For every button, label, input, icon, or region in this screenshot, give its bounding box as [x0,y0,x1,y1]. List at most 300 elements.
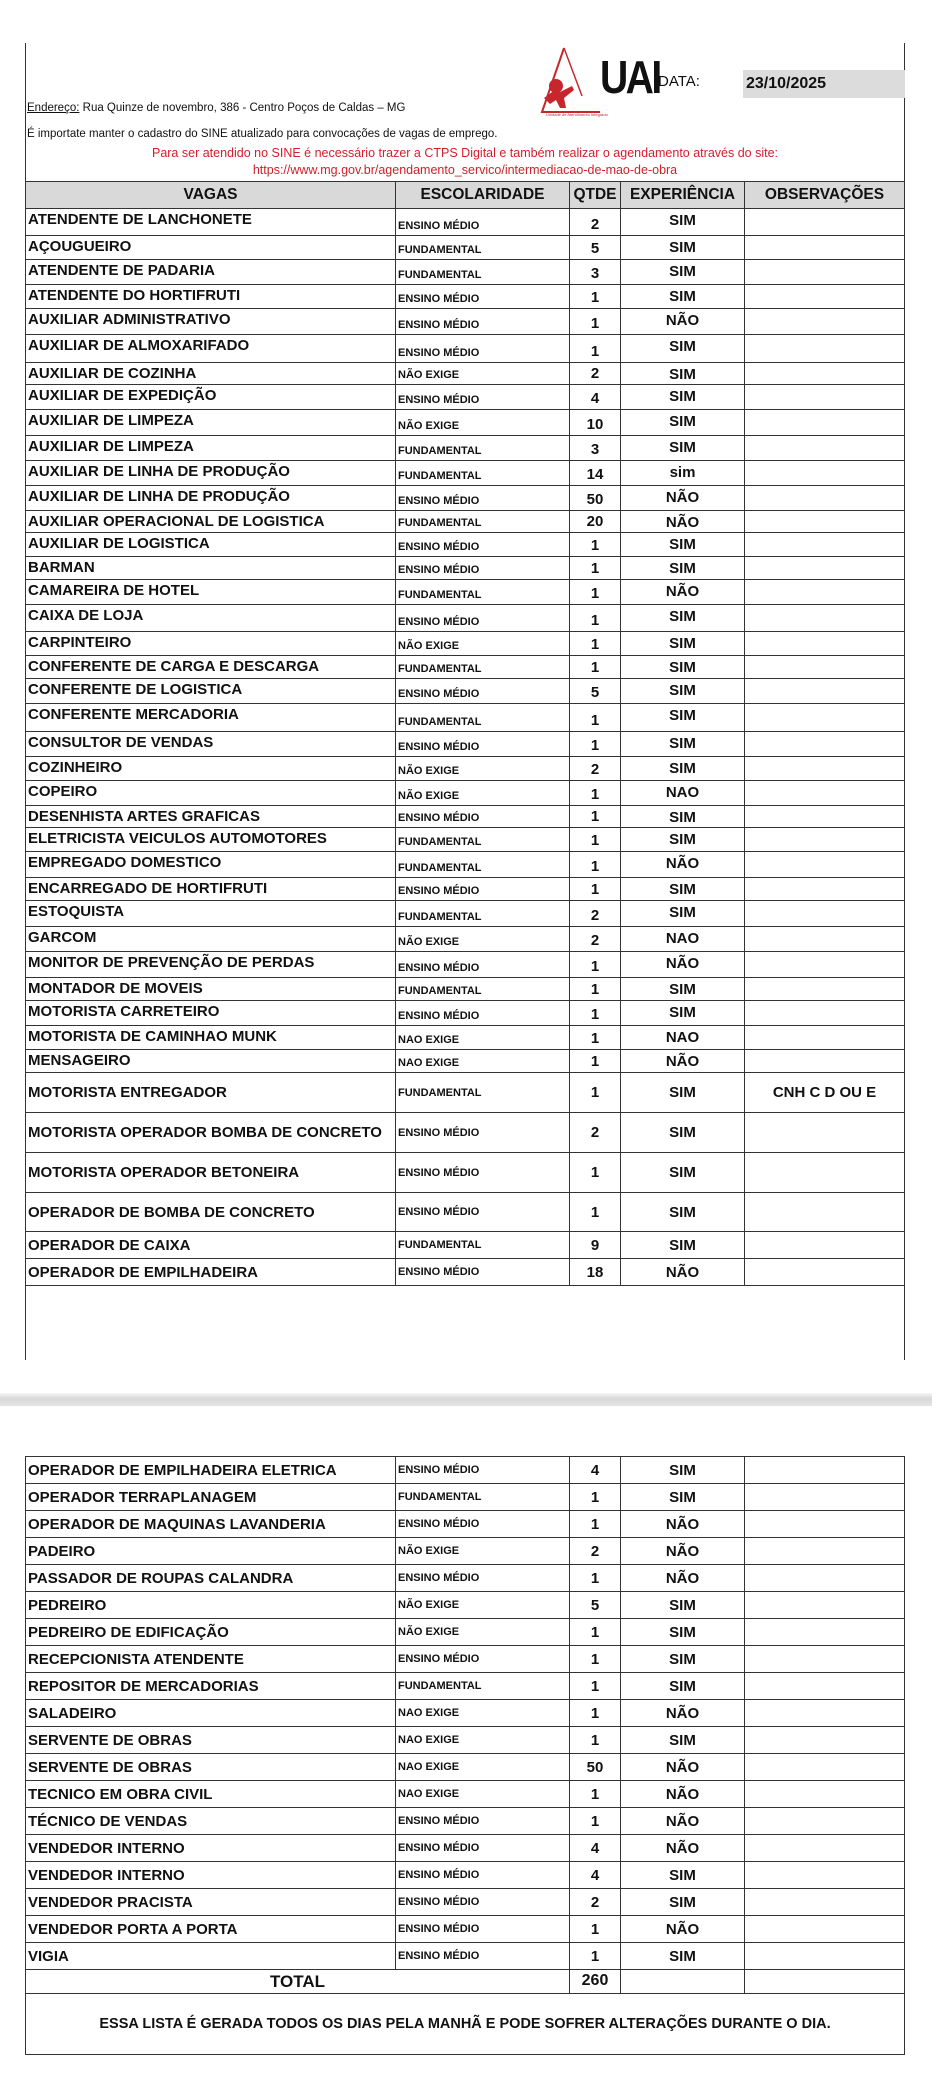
job-title-cell: REPOSITOR DE MERCADORIAS [26,1673,396,1700]
quantity-cell: 1 [570,1565,621,1592]
observations-cell [745,461,905,486]
quantity-cell: 1 [570,1073,621,1113]
education-cell: FUNDAMENTAL [396,511,570,533]
table-row [26,1943,905,1970]
observations-cell [745,486,905,511]
observations-cell [745,878,905,901]
job-title-cell: ATENDENTE DO HORTIFRUTI [26,285,396,309]
experience-cell: NÃO [621,1835,745,1862]
experience-cell: NÃO [621,1050,745,1073]
experience-cell: SIM [621,1457,745,1484]
experience-cell: NÃO [621,952,745,978]
observations-cell [745,285,905,309]
table-row [26,732,905,757]
job-title-cell: GARCOM [26,927,396,952]
quantity-cell: 1 [570,580,621,605]
job-title-cell: ATENDENTE DE PADARIA [26,260,396,285]
education-cell: ENSINO MÉDIO [396,1001,570,1026]
job-title-cell: OPERADOR DE EMPILHADEIRA [26,1259,396,1286]
quantity-cell: 1 [570,1781,621,1808]
education-cell: ENSINO MÉDIO [396,952,570,978]
date-value: 23/10/2025 [743,70,905,98]
date-label: DATA: [658,73,700,90]
quantity-cell: 1 [570,1193,621,1232]
experience-cell: SIM [621,1619,745,1646]
experience-cell: SIM [621,260,745,285]
table-row [26,1862,905,1889]
quantity-cell: 50 [570,1754,621,1781]
job-title-cell: CONFERENTE MERCADORIA [26,704,396,732]
job-title-cell: ATENDENTE DE LANCHONETE [26,209,396,236]
experience-cell: SIM [621,679,745,704]
table-row [26,927,905,952]
education-cell: ENSINO MÉDIO [396,1511,570,1538]
observations-cell [745,1700,905,1727]
quantity-cell: 2 [570,363,621,385]
observations-cell [745,1646,905,1673]
col-header-escolaridade: ESCOLARIDADE [396,182,570,209]
observations-cell [745,1484,905,1511]
education-cell: FUNDAMENTAL [396,436,570,461]
experience-cell: NAO [621,781,745,806]
job-title-cell: AUXILIAR DE LOGISTICA [26,533,396,557]
experience-cell: NÃO [621,486,745,511]
education-cell: NAO EXIGE [396,1781,570,1808]
education-cell: NÃO EXIGE [396,1592,570,1619]
education-cell: ENSINO MÉDIO [396,209,570,236]
agendamento-link[interactable]: https://www.mg.gov.br/agendamento_servico/intermediacao-de-mao-de-obra [252,163,678,177]
table-row [26,632,905,656]
education-cell: ENSINO MÉDIO [396,1808,570,1835]
job-title-cell: CAIXA DE LOJA [26,605,396,632]
quantity-cell: 1 [570,656,621,679]
education-cell: FUNDAMENTAL [396,704,570,732]
experience-cell: SIM [621,335,745,363]
quantity-cell: 1 [570,557,621,580]
observations-cell [745,1727,905,1754]
job-title-cell: AUXILIAR DE COZINHA [26,363,396,385]
table-row [26,1754,905,1781]
quantity-cell: 1 [570,1619,621,1646]
table-row [26,878,905,901]
quantity-cell: 1 [570,1646,621,1673]
observations-cell [745,410,905,436]
education-cell: ENSINO MÉDIO [396,732,570,757]
quantity-cell: 1 [570,781,621,806]
education-cell: ENSINO MÉDIO [396,806,570,828]
table-row [26,363,905,385]
job-title-cell: VIGIA [26,1943,396,1970]
total-row [26,1970,905,1994]
quantity-cell: 1 [570,533,621,557]
education-cell: NÃO EXIGE [396,1619,570,1646]
quantity-cell: 1 [570,704,621,732]
experience-cell: SIM [621,605,745,632]
col-header-vagas: VAGAS [26,182,396,209]
table-row [26,209,905,236]
footer-note: ESSA LISTA É GERADA TODOS OS DIAS PELA MANHÃ E PODE SOFRER ALTERAÇÕES DURANTE O DIA. [26,1994,905,2055]
table-row [26,285,905,309]
education-cell: ENSINO MÉDIO [396,486,570,511]
quantity-cell: 2 [570,757,621,781]
quantity-cell: 1 [570,1001,621,1026]
table-row [26,828,905,852]
quantity-cell: 3 [570,436,621,461]
table-row [26,236,905,260]
observations-cell [745,927,905,952]
observations-cell [745,236,905,260]
observations-cell [745,1754,905,1781]
quantity-cell: 1 [570,1943,621,1970]
job-title-cell: AUXILIAR DE ALMOXARIFADO [26,335,396,363]
experience-cell: SIM [621,1727,745,1754]
education-cell: NÃO EXIGE [396,363,570,385]
experience-cell: SIM [621,878,745,901]
education-cell: FUNDAMENTAL [396,1673,570,1700]
job-title-cell: SALADEIRO [26,1700,396,1727]
observations-cell [745,209,905,236]
education-cell: ENSINO MÉDIO [396,557,570,580]
job-title-cell: PEDREIRO [26,1592,396,1619]
experience-cell: SIM [621,704,745,732]
quantity-cell: 9 [570,1232,621,1259]
observations-cell [745,978,905,1001]
experience-cell: SIM [621,901,745,927]
job-title-cell: EMPREGADO DOMESTICO [26,852,396,878]
job-title-cell: VENDEDOR PRACISTA [26,1889,396,1916]
table-row [26,1835,905,1862]
experience-cell: SIM [621,632,745,656]
observations-cell [745,385,905,410]
job-title-cell: MOTORISTA DE CAMINHAO MUNK [26,1026,396,1050]
experience-cell: SIM [621,1193,745,1232]
experience-cell: SIM [621,557,745,580]
education-cell: ENSINO MÉDIO [396,679,570,704]
quantity-cell: 14 [570,461,621,486]
table-row [26,1565,905,1592]
quantity-cell: 1 [570,1050,621,1073]
experience-cell: SIM [621,209,745,236]
quantity-cell: 1 [570,878,621,901]
experience-cell: SIM [621,1153,745,1193]
education-cell: FUNDAMENTAL [396,852,570,878]
table-row [26,605,905,632]
quantity-cell: 5 [570,1592,621,1619]
table-row [26,436,905,461]
observations-cell [745,511,905,533]
experience-cell: NÃO [621,852,745,878]
observations-cell [745,557,905,580]
job-title-cell: VENDEDOR INTERNO [26,1835,396,1862]
education-cell: FUNDAMENTAL [396,236,570,260]
observations-cell [745,1026,905,1050]
job-title-cell: MONITOR DE PREVENÇÃO DE PERDAS [26,952,396,978]
job-title-cell: VENDEDOR INTERNO [26,1862,396,1889]
experience-cell: SIM [621,436,745,461]
total-value: 260 [570,1970,621,1994]
job-title-cell: OPERADOR TERRAPLANAGEM [26,1484,396,1511]
observations-cell [745,436,905,461]
job-title-cell: ESTOQUISTA [26,901,396,927]
education-cell: FUNDAMENTAL [396,1073,570,1113]
job-title-cell: ELETRICISTA VEICULOS AUTOMOTORES [26,828,396,852]
table-header-row [26,182,905,209]
education-cell: ENSINO MÉDIO [396,1457,570,1484]
quantity-cell: 2 [570,1538,621,1565]
education-cell: NAO EXIGE [396,1026,570,1050]
experience-cell: SIM [621,806,745,828]
observations-cell [745,363,905,385]
table-row [26,1232,905,1259]
education-cell: NÃO EXIGE [396,410,570,436]
quantity-cell: 1 [570,1808,621,1835]
education-cell: FUNDAMENTAL [396,978,570,1001]
quantity-cell: 1 [570,1727,621,1754]
observations-cell [745,1889,905,1916]
quantity-cell: 1 [570,632,621,656]
education-cell: ENSINO MÉDIO [396,533,570,557]
observations-cell [745,732,905,757]
quantity-cell: 2 [570,901,621,927]
table-row [26,704,905,732]
experience-cell: SIM [621,1889,745,1916]
experience-cell: NÃO [621,1259,745,1286]
col-header-experiencia: EXPERIÊNCIA [621,182,745,209]
education-cell: ENSINO MÉDIO [396,1153,570,1193]
job-title-cell: MOTORISTA OPERADOR BOMBA DE CONCRETO [26,1113,396,1153]
job-title-cell: CONSULTOR DE VENDAS [26,732,396,757]
education-cell: FUNDAMENTAL [396,1484,570,1511]
experience-cell: SIM [621,385,745,410]
education-cell: ENSINO MÉDIO [396,1916,570,1943]
table-row [26,1538,905,1565]
table-row [26,1113,905,1153]
table-row [26,1727,905,1754]
table-row [26,335,905,363]
education-cell: FUNDAMENTAL [396,260,570,285]
quantity-cell: 1 [570,309,621,335]
logo-text: UAI [600,51,660,103]
job-title-cell: COZINHEIRO [26,757,396,781]
job-title-cell: CARPINTEIRO [26,632,396,656]
job-title-cell: CONFERENTE DE LOGISTICA [26,679,396,704]
table-row [26,978,905,1001]
table-row [26,1484,905,1511]
quantity-cell: 4 [570,385,621,410]
job-title-cell: MONTADOR DE MOVEIS [26,978,396,1001]
experience-cell: NÃO [621,1511,745,1538]
job-title-cell: AUXILIAR DE LIMPEZA [26,436,396,461]
quantity-cell: 10 [570,410,621,436]
table-row [26,1511,905,1538]
job-title-cell: VENDEDOR PORTA A PORTA [26,1916,396,1943]
education-cell: FUNDAMENTAL [396,828,570,852]
experience-cell: SIM [621,533,745,557]
quantity-cell: 1 [570,1511,621,1538]
job-title-cell: OPERADOR DE EMPILHADEIRA ELETRICA [26,1457,396,1484]
quantity-cell: 1 [570,1484,621,1511]
table-row [26,385,905,410]
education-cell: NAO EXIGE [396,1700,570,1727]
observations-cell [745,1808,905,1835]
job-title-cell: RECEPCIONISTA ATENDENTE [26,1646,396,1673]
experience-cell: NAO [621,1026,745,1050]
svg-text:Unidade de Atendimento Integra: Unidade de Atendimento Integrado [546,112,608,117]
quantity-cell: 1 [570,285,621,309]
table-row [26,852,905,878]
table-row [26,1592,905,1619]
education-cell: ENSINO MÉDIO [396,1835,570,1862]
quantity-cell: 4 [570,1457,621,1484]
job-title-cell: DESENHISTA ARTES GRAFICAS [26,806,396,828]
experience-cell: NÃO [621,1808,745,1835]
observations-cell [745,901,905,927]
table-row [26,1073,905,1113]
address-label: Endereço: [27,102,80,114]
job-title-cell: MOTORISTA CARRETEIRO [26,1001,396,1026]
red-instruction: Para ser atendido no SINE é necessário trazer a CTPS Digital e também realizar o agendamento através do site: [151,146,778,160]
job-title-cell: OPERADOR DE MAQUINAS LAVANDERIA [26,1511,396,1538]
quantity-cell: 50 [570,486,621,511]
quantity-cell: 1 [570,828,621,852]
quantity-cell: 5 [570,236,621,260]
job-title-cell: BARMAN [26,557,396,580]
education-cell: FUNDAMENTAL [396,580,570,605]
table-row [26,1193,905,1232]
experience-cell: SIM [621,732,745,757]
education-cell: FUNDAMENTAL [396,1232,570,1259]
jobs-table-page-1 [25,181,905,1286]
experience-cell: SIM [621,1073,745,1113]
experience-cell: NAO [621,927,745,952]
education-cell: NÃO EXIGE [396,757,570,781]
education-cell: NÃO EXIGE [396,1538,570,1565]
observations-cell [745,757,905,781]
experience-cell: SIM [621,978,745,1001]
job-title-cell: MOTORISTA OPERADOR BETONEIRA [26,1153,396,1193]
education-cell: ENSINO MÉDIO [396,385,570,410]
education-cell: ENSINO MÉDIO [396,1862,570,1889]
observations-cell [745,335,905,363]
table-row [26,1889,905,1916]
table-row [26,486,905,511]
job-title-cell: OPERADOR DE CAIXA [26,1232,396,1259]
observations-cell [745,1916,905,1943]
col-header-qtde: QTDE [570,182,621,209]
quantity-cell: 5 [570,679,621,704]
job-title-cell: COPEIRO [26,781,396,806]
table-row [26,1673,905,1700]
table-row [26,260,905,285]
table-row [26,806,905,828]
page-break [0,1393,932,1406]
quantity-cell: 1 [570,732,621,757]
job-title-cell: ENCARREGADO DE HORTIFRUTI [26,878,396,901]
observations-cell [745,1457,905,1484]
education-cell: NÃO EXIGE [396,632,570,656]
job-title-cell: MENSAGEIRO [26,1050,396,1073]
observations-cell [745,1113,905,1153]
experience-cell: SIM [621,1001,745,1026]
table-row [26,1153,905,1193]
job-title-cell: TECNICO EM OBRA CIVIL [26,1781,396,1808]
table-row [26,1781,905,1808]
observations-cell [745,952,905,978]
job-title-cell: PASSADOR DE ROUPAS CALANDRA [26,1565,396,1592]
experience-cell: SIM [621,1113,745,1153]
experience-cell: NÃO [621,1700,745,1727]
education-cell: NAO EXIGE [396,1754,570,1781]
total-empty-exp [621,1970,745,1994]
table-row [26,679,905,704]
table-row [26,781,905,806]
table-row [26,1026,905,1050]
table-row [26,1700,905,1727]
job-title-cell: CONFERENTE DE CARGA E DESCARGA [26,656,396,679]
table-row [26,901,905,927]
experience-cell: NÃO [621,1781,745,1808]
observations-cell: CNH C D OU E [745,1073,905,1113]
observations-cell [745,806,905,828]
job-title-cell: SERVENTE DE OBRAS [26,1727,396,1754]
job-title-cell: MOTORISTA ENTREGADOR [26,1073,396,1113]
quantity-cell: 1 [570,1700,621,1727]
education-cell: FUNDAMENTAL [396,901,570,927]
observations-cell [745,1781,905,1808]
observations-cell [745,1592,905,1619]
experience-cell: NÃO [621,1565,745,1592]
education-cell: ENSINO MÉDIO [396,605,570,632]
quantity-cell: 1 [570,1673,621,1700]
total-label: TOTAL [26,1970,570,1994]
address-line [27,102,405,114]
job-title-cell: AUXILIAR DE EXPEDIÇÃO [26,385,396,410]
observations-cell [745,309,905,335]
education-cell: ENSINO MÉDIO [396,309,570,335]
experience-cell: SIM [621,363,745,385]
job-title-cell: AUXILIAR ADMINISTRATIVO [26,309,396,335]
table-row [26,461,905,486]
footer-note-row [26,1994,905,2055]
observations-cell [745,1153,905,1193]
experience-cell: SIM [621,828,745,852]
observations-cell [745,580,905,605]
experience-cell: SIM [621,1646,745,1673]
quantity-cell: 1 [570,1026,621,1050]
table-row [26,1916,905,1943]
observations-cell [745,828,905,852]
observations-cell [745,1232,905,1259]
job-title-cell: TÉCNICO DE VENDAS [26,1808,396,1835]
job-title-cell: OPERADOR DE BOMBA DE CONCRETO [26,1193,396,1232]
experience-cell: SIM [621,410,745,436]
observations-cell [745,533,905,557]
quantity-cell: 2 [570,927,621,952]
observations-cell [745,1619,905,1646]
job-title-cell: AÇOUGUEIRO [26,236,396,260]
education-cell: FUNDAMENTAL [396,461,570,486]
quantity-cell: 1 [570,1153,621,1193]
observations-cell [745,1673,905,1700]
table-row [26,557,905,580]
quantity-cell: 3 [570,260,621,285]
observations-cell [745,656,905,679]
experience-cell: SIM [621,1484,745,1511]
observations-cell [745,679,905,704]
table-row [26,580,905,605]
experience-cell: SIM [621,656,745,679]
observations-cell [745,852,905,878]
